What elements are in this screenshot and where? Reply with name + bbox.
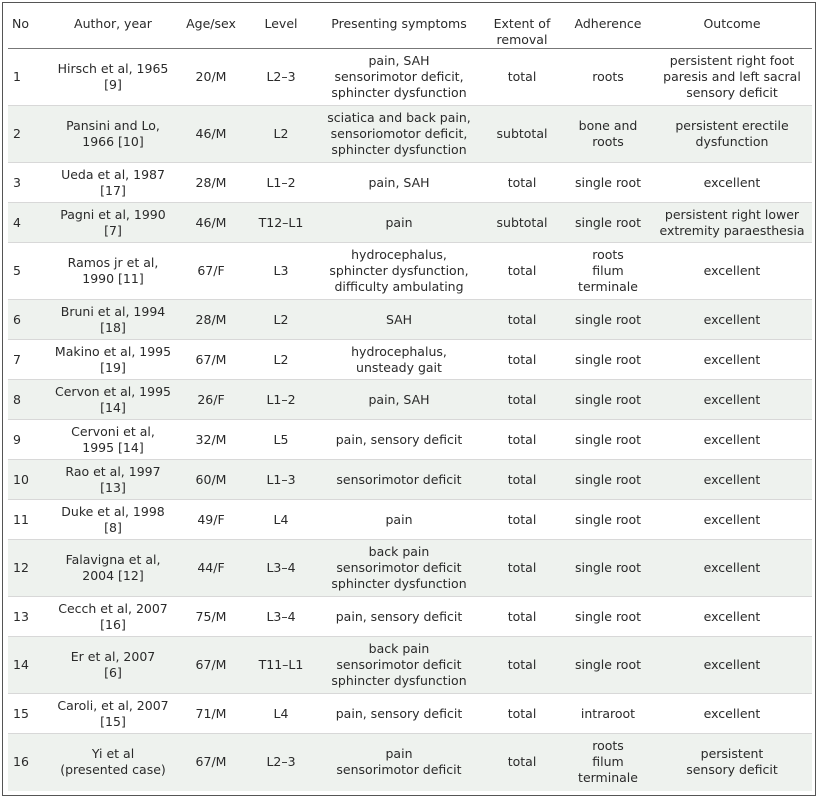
cell-author: Cervoni et al, 1995 [14] bbox=[48, 420, 178, 460]
cell-no: 15 bbox=[8, 694, 48, 734]
cell-no: 11 bbox=[8, 500, 48, 540]
cell-no: 10 bbox=[8, 460, 48, 500]
cell-level: L2–3 bbox=[244, 49, 318, 106]
cell-level: L2 bbox=[244, 300, 318, 340]
header-level: Level bbox=[244, 7, 318, 49]
cell-level: L2 bbox=[244, 106, 318, 163]
cell-symptoms: pain, SAH sensorimotor deficit, sphincter dysfunction bbox=[318, 49, 480, 106]
cell-author: Rao et al, 1997 [13] bbox=[48, 460, 178, 500]
cell-age-sex: 67/F bbox=[178, 243, 244, 300]
cell-author: Hirsch et al, 1965 [9] bbox=[48, 49, 178, 106]
cell-author: Caroli, et al, 2007 [15] bbox=[48, 694, 178, 734]
table-row bbox=[8, 380, 812, 420]
table-row bbox=[8, 106, 812, 163]
cell-level: L4 bbox=[244, 500, 318, 540]
cell-removal: total bbox=[480, 340, 564, 380]
cell-symptoms: pain, SAH bbox=[318, 380, 480, 420]
cell-no: 13 bbox=[8, 597, 48, 637]
cell-level: L3–4 bbox=[244, 597, 318, 637]
cell-adherence: single root bbox=[564, 163, 652, 203]
cell-outcome: excellent bbox=[652, 694, 812, 734]
cell-author: Pansini and Lo, 1966 [10] bbox=[48, 106, 178, 163]
cell-removal: total bbox=[480, 243, 564, 300]
cell-removal: total bbox=[480, 300, 564, 340]
cell-adherence: single root bbox=[564, 500, 652, 540]
cell-adherence: single root bbox=[564, 203, 652, 243]
cell-symptoms: SAH bbox=[318, 300, 480, 340]
cell-symptoms: pain bbox=[318, 203, 480, 243]
cell-outcome: excellent bbox=[652, 420, 812, 460]
cell-author: Yi et al (presented case) bbox=[48, 734, 178, 791]
cell-symptoms: back pain sensorimotor deficit sphincter dysfunction bbox=[318, 540, 480, 597]
table-row bbox=[8, 597, 812, 637]
cell-age-sex: 46/M bbox=[178, 203, 244, 243]
cell-level: L5 bbox=[244, 420, 318, 460]
cell-level: T11–L1 bbox=[244, 637, 318, 694]
cell-symptoms: sciatica and back pain, sensoriomotor deficit, sphincter dysfunction bbox=[318, 106, 480, 163]
cell-author: Cervon et al, 1995 [14] bbox=[48, 380, 178, 420]
header-no: No bbox=[8, 7, 48, 49]
cell-symptoms: sensorimotor deficit bbox=[318, 460, 480, 500]
cell-removal: total bbox=[480, 500, 564, 540]
cell-outcome: excellent bbox=[652, 540, 812, 597]
cell-adherence: single root bbox=[564, 420, 652, 460]
cell-outcome: excellent bbox=[652, 300, 812, 340]
cell-removal: total bbox=[480, 734, 564, 791]
cell-author: Ueda et al, 1987 [17] bbox=[48, 163, 178, 203]
cell-outcome: excellent bbox=[652, 380, 812, 420]
cell-age-sex: 67/M bbox=[178, 340, 244, 380]
cell-age-sex: 28/M bbox=[178, 300, 244, 340]
cell-no: 1 bbox=[8, 49, 48, 106]
cell-age-sex: 75/M bbox=[178, 597, 244, 637]
cell-symptoms: pain, sensory deficit bbox=[318, 420, 480, 460]
cell-outcome: excellent bbox=[652, 500, 812, 540]
cell-removal: total bbox=[480, 637, 564, 694]
table-row bbox=[8, 243, 812, 300]
cell-level: L1–3 bbox=[244, 460, 318, 500]
cell-age-sex: 60/M bbox=[178, 460, 244, 500]
cell-level: L1–2 bbox=[244, 163, 318, 203]
cell-author: Cecch et al, 2007 [16] bbox=[48, 597, 178, 637]
table-row bbox=[8, 734, 812, 791]
cell-level: L3 bbox=[244, 243, 318, 300]
cell-removal: total bbox=[480, 597, 564, 637]
cell-symptoms: pain, sensory deficit bbox=[318, 597, 480, 637]
table-row bbox=[8, 500, 812, 540]
cell-adherence: single root bbox=[564, 540, 652, 597]
cell-symptoms: hydrocephalus, unsteady gait bbox=[318, 340, 480, 380]
cell-adherence: single root bbox=[564, 460, 652, 500]
cell-removal: total bbox=[480, 540, 564, 597]
cell-author: Pagni et al, 1990 [7] bbox=[48, 203, 178, 243]
cell-symptoms: pain sensorimotor deficit bbox=[318, 734, 480, 791]
cell-author: Makino et al, 1995 [19] bbox=[48, 340, 178, 380]
cell-adherence: single root bbox=[564, 380, 652, 420]
cell-symptoms: pain, sensory deficit bbox=[318, 694, 480, 734]
cell-outcome: excellent bbox=[652, 637, 812, 694]
cell-no: 4 bbox=[8, 203, 48, 243]
table-row bbox=[8, 637, 812, 694]
cell-no: 3 bbox=[8, 163, 48, 203]
cell-adherence: roots bbox=[564, 49, 652, 106]
table-row bbox=[8, 540, 812, 597]
table-row bbox=[8, 460, 812, 500]
cell-author: Bruni et al, 1994 [18] bbox=[48, 300, 178, 340]
header-outcome: Outcome bbox=[652, 7, 812, 49]
cell-age-sex: 67/M bbox=[178, 637, 244, 694]
table-row bbox=[8, 694, 812, 734]
cell-no: 12 bbox=[8, 540, 48, 597]
cell-adherence: bone and roots bbox=[564, 106, 652, 163]
cell-removal: total bbox=[480, 694, 564, 734]
cell-outcome: excellent bbox=[652, 243, 812, 300]
table-row bbox=[8, 420, 812, 460]
cell-level: L2 bbox=[244, 340, 318, 380]
cell-no: 16 bbox=[8, 734, 48, 791]
cell-author: Duke et al, 1998 [8] bbox=[48, 500, 178, 540]
table-row bbox=[8, 340, 812, 380]
cell-outcome: excellent bbox=[652, 340, 812, 380]
table-frame bbox=[2, 2, 816, 796]
header-author: Author, year bbox=[48, 7, 178, 49]
cell-removal: total bbox=[480, 420, 564, 460]
cell-level: L3–4 bbox=[244, 540, 318, 597]
cell-removal: total bbox=[480, 49, 564, 106]
cell-symptoms: pain bbox=[318, 500, 480, 540]
cell-age-sex: 71/M bbox=[178, 694, 244, 734]
cell-age-sex: 67/M bbox=[178, 734, 244, 791]
cell-outcome: persistent sensory deficit bbox=[652, 734, 812, 791]
header-row bbox=[8, 7, 812, 49]
header-adherence: Adherence bbox=[564, 7, 652, 49]
table-row bbox=[8, 203, 812, 243]
cell-removal: total bbox=[480, 380, 564, 420]
cell-symptoms: hydrocephalus, sphincter dysfunction, difficulty ambulating bbox=[318, 243, 480, 300]
cell-adherence: single root bbox=[564, 597, 652, 637]
cell-no: 6 bbox=[8, 300, 48, 340]
cell-no: 9 bbox=[8, 420, 48, 460]
header-symptoms: Presenting symptoms bbox=[318, 7, 480, 49]
cell-outcome: persistent right foot paresis and left sacral sensory deficit bbox=[652, 49, 812, 106]
cell-symptoms: back pain sensorimotor deficit sphincter dysfunction bbox=[318, 637, 480, 694]
cell-age-sex: 32/M bbox=[178, 420, 244, 460]
cell-level: T12–L1 bbox=[244, 203, 318, 243]
cell-outcome: excellent bbox=[652, 597, 812, 637]
cell-author: Falavigna et al, 2004 [12] bbox=[48, 540, 178, 597]
cell-outcome: persistent erectile dysfunction bbox=[652, 106, 812, 163]
table-row bbox=[8, 49, 812, 106]
cell-age-sex: 28/M bbox=[178, 163, 244, 203]
cell-no: 2 bbox=[8, 106, 48, 163]
cell-adherence: roots filum terminale bbox=[564, 734, 652, 791]
cell-adherence: roots filum terminale bbox=[564, 243, 652, 300]
cell-no: 8 bbox=[8, 380, 48, 420]
cell-age-sex: 44/F bbox=[178, 540, 244, 597]
cell-removal: total bbox=[480, 460, 564, 500]
cell-removal: subtotal bbox=[480, 106, 564, 163]
case-table bbox=[8, 7, 812, 791]
cell-no: 7 bbox=[8, 340, 48, 380]
cell-no: 14 bbox=[8, 637, 48, 694]
table-row bbox=[8, 300, 812, 340]
cell-no: 5 bbox=[8, 243, 48, 300]
cell-adherence: single root bbox=[564, 300, 652, 340]
header-age-sex: Age/sex bbox=[178, 7, 244, 49]
cell-symptoms: pain, SAH bbox=[318, 163, 480, 203]
cell-author: Er et al, 2007 [6] bbox=[48, 637, 178, 694]
cell-outcome: persistent right lower extremity paraesthesia bbox=[652, 203, 812, 243]
cell-age-sex: 49/F bbox=[178, 500, 244, 540]
table-row bbox=[8, 163, 812, 203]
cell-outcome: excellent bbox=[652, 163, 812, 203]
cell-outcome: excellent bbox=[652, 460, 812, 500]
cell-adherence: single root bbox=[564, 340, 652, 380]
cell-age-sex: 46/M bbox=[178, 106, 244, 163]
cell-age-sex: 20/M bbox=[178, 49, 244, 106]
cell-age-sex: 26/F bbox=[178, 380, 244, 420]
header-removal: Extent of removal bbox=[480, 7, 564, 49]
cell-level: L4 bbox=[244, 694, 318, 734]
cell-author: Ramos jr et al, 1990 [11] bbox=[48, 243, 178, 300]
cell-level: L2–3 bbox=[244, 734, 318, 791]
cell-removal: subtotal bbox=[480, 203, 564, 243]
cell-level: L1–2 bbox=[244, 380, 318, 420]
cell-adherence: intraroot bbox=[564, 694, 652, 734]
cell-removal: total bbox=[480, 163, 564, 203]
cell-adherence: single root bbox=[564, 637, 652, 694]
